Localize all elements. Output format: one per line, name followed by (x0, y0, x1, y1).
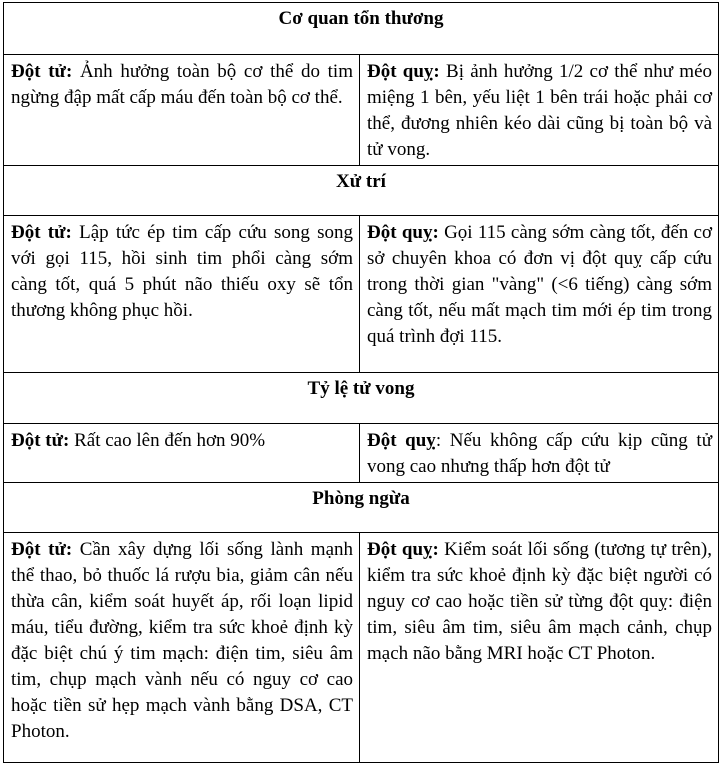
section-title: Tỷ lệ tử vong (4, 373, 719, 424)
sudden-death-text: Cần xây dựng lối sống lành mạnh thể thao, bỏ thuốc lá rượu bia, giảm cân nếu thừa cân, kiểm soát huyết áp, rối loạn lipid máu, tiểu đường, kiểm tra sức khoẻ định kỳ đặc biệt chú ý tim mạch: điện tim, siêu âm tim, chụp mạch vành nếu có nguy cơ cao hoặc tiền sử hẹp mạch vành bằng DSA, CT Photon. (11, 539, 354, 742)
section-content-row (4, 55, 719, 166)
stroke-text: Kiểm soát lối sống (tương tự trên), kiểm tra sức khoẻ định kỳ đặc biệt người có nguy cơ cao hoặc tiền sử từng đột quỵ: điện tim, siêu âm tim, siêu âm mạch cảnh, chụp mạch não bằng MRI hoặc CT Photon. (367, 539, 713, 664)
section-header-row (4, 483, 719, 533)
stroke-text: Bị ảnh hưởng 1/2 cơ thể như méo miệng 1 bên, yếu liệt 1 bên trái hoặc phải cơ thể, đương nhiên kéo dài cũng bị toàn bộ và tử vong. (367, 61, 713, 160)
sudden-death-cell (4, 533, 360, 763)
stroke-cell (360, 533, 719, 763)
sudden-death-text: Lập tức ép tim cấp cứu song song với gọi 115, hồi sinh tim phổi càng sớm càng tốt, quá 5 phút não thiếu oxy sẽ tổn thương không phục hồi. (11, 222, 353, 321)
sudden-death-text: Rất cao lên đến hơn 90% (69, 430, 266, 451)
sudden-death-cell (4, 216, 360, 373)
section-content-row (4, 216, 719, 373)
sudden-death-label: Đột tử: (11, 539, 73, 560)
section-content-row (4, 533, 719, 763)
sudden-death-text: Ảnh hưởng toàn bộ cơ thể do tim ngừng đập mất cấp máu đến toàn bộ cơ thể. (11, 61, 353, 108)
comparison-table (3, 2, 719, 763)
sudden-death-cell (4, 55, 360, 166)
section-title: Phòng ngừa (4, 483, 719, 533)
section-header-row (4, 3, 719, 55)
section-title: Cơ quan tổn thương (4, 3, 719, 55)
stroke-label: Đột quỵ: (367, 222, 439, 243)
sudden-death-label: Đột tử: (11, 61, 73, 82)
stroke-label: Đột quỵ (367, 430, 436, 451)
sudden-death-cell (4, 424, 360, 483)
stroke-label: Đột quỵ: (367, 61, 440, 82)
stroke-cell (360, 424, 719, 483)
sudden-death-label: Đột tử: (11, 430, 70, 451)
section-content-row (4, 424, 719, 483)
stroke-cell (360, 216, 719, 373)
stroke-cell (360, 55, 719, 166)
section-header-row (4, 373, 719, 424)
sudden-death-label: Đột tử: (11, 222, 72, 243)
stroke-text: Gọi 115 càng sớm càng tốt, đến cơ sở chuyên khoa có đơn vị đột quỵ cấp cứu trong thời gian "vàng" (<6 tiếng) càng sớm càng tốt, nếu mất mạch tim mới ép tim trong quá trình đợi 115. (367, 222, 713, 347)
stroke-label: Đột quỵ: (367, 539, 439, 560)
section-header-row (4, 166, 719, 216)
stroke-text: : Nếu không cấp cứu kịp cũng tử vong cao nhưng thấp hơn đột tử (367, 430, 713, 477)
section-title: Xử trí (4, 166, 719, 216)
